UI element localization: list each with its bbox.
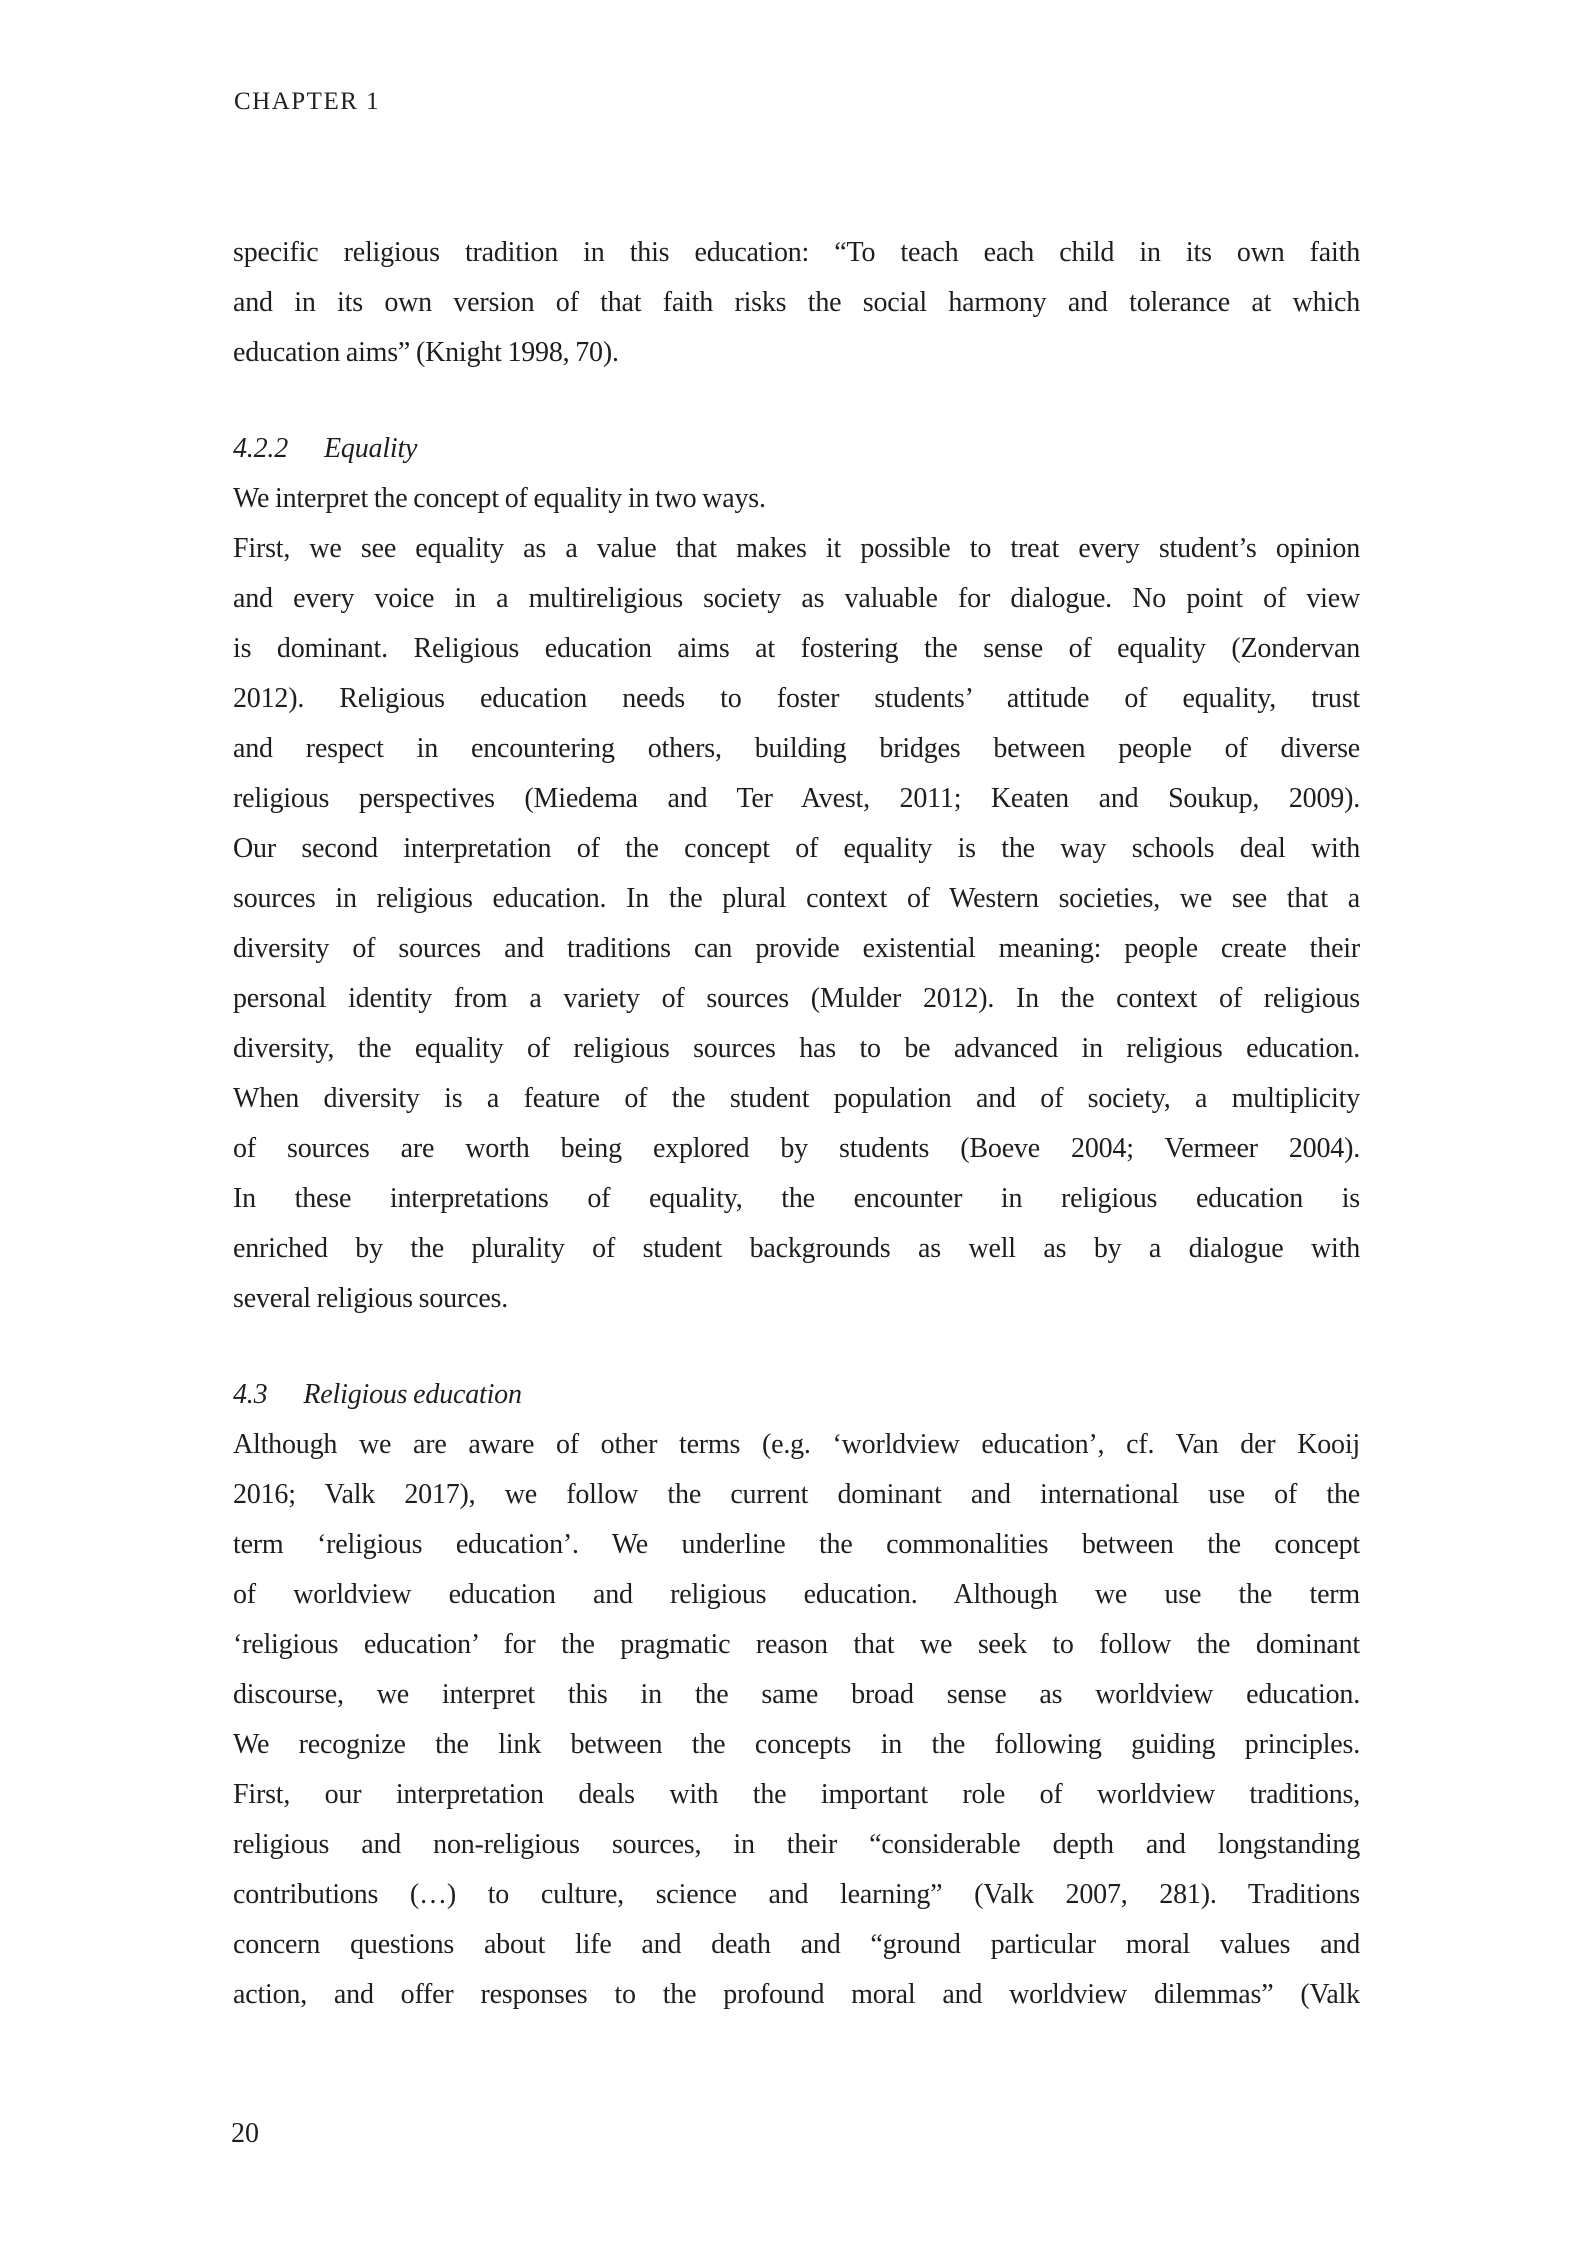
text-line: ‘religious education’ for the pragmatic reason that we seek to follow the dominant <box>233 1629 1360 1660</box>
paragraph <box>233 524 1360 1324</box>
text-line: We recognize the link between the concepts in the following guiding principles. <box>233 1729 1360 1760</box>
text-line: of worldview education and religious education. Although we use the term <box>233 1579 1360 1610</box>
text-line: contributions (…) to culture, science and learning” (Valk 2007, 281). Traditions <box>233 1879 1360 1910</box>
section-title: Equality <box>324 433 418 464</box>
paragraph <box>233 228 1360 378</box>
text-line: Our second interpretation of the concept of equality is the way schools deal with <box>233 833 1360 864</box>
text-line: action, and offer responses to the profound moral and worldview dilemmas” (Valk <box>233 1979 1360 2010</box>
text-line: We interpret the concept of equality in two ways. <box>233 483 766 514</box>
text-line: First, we see equality as a value that makes it possible to treat every student’s opinion <box>233 533 1360 564</box>
section-number: 4.2.2 <box>233 433 289 464</box>
section-number: 4.3 <box>233 1379 268 1410</box>
text-line: sources in religious education. In the plural context of Western societies, we see that a <box>233 883 1360 914</box>
text-line: religious perspectives (Miedema and Ter Avest, 2011; Keaten and Soukup, 2009). <box>233 783 1360 814</box>
text-line: concern questions about life and death and “ground particular moral values and <box>233 1929 1360 1960</box>
text-line: enriched by the plurality of student backgrounds as well as by a dialogue with <box>233 1233 1360 1264</box>
text-line: of sources are worth being explored by students (Boeve 2004; Vermeer 2004). <box>233 1133 1360 1164</box>
text-line: discourse, we interpret this in the same broad sense as worldview education. <box>233 1679 1360 1710</box>
text-line: religious and non-religious sources, in their “considerable depth and longstanding <box>233 1829 1360 1860</box>
page-number: 20 <box>231 2118 259 2149</box>
text-line: diversity, the equality of religious sources has to be advanced in religious education. <box>233 1033 1360 1064</box>
section-heading <box>233 424 1360 474</box>
page-content <box>233 228 1360 2020</box>
section-title: Religious education <box>303 1379 522 1410</box>
text-line: 2016; Valk 2017), we follow the current dominant and international use of the <box>233 1479 1360 1510</box>
text-line: personal identity from a variety of sources (Mulder 2012). In the context of religious <box>233 983 1360 1014</box>
text-line: diversity of sources and traditions can provide existential meaning: people create their <box>233 933 1360 964</box>
text-line: 2012). Religious education needs to foster students’ attitude of equality, trust <box>233 683 1360 714</box>
paragraph <box>233 1420 1360 2020</box>
text-line: education aims” (Knight 1998, 70). <box>233 337 619 368</box>
text-line: several religious sources. <box>233 1283 509 1314</box>
text-line: and in its own version of that faith risks the social harmony and tolerance at which <box>233 287 1360 318</box>
text-line: In these interpretations of equality, the encounter in religious education is <box>233 1183 1360 1214</box>
text-line: specific religious tradition in this education: “To teach each child in its own faith <box>233 237 1360 268</box>
paragraph <box>233 474 1360 524</box>
text-line: Although we are aware of other terms (e.g. ‘worldview education’, cf. Van der Kooij <box>233 1429 1360 1460</box>
text-line: When diversity is a feature of the student population and of society, a multiplicity <box>233 1083 1360 1114</box>
text-line: and respect in encountering others, building bridges between people of diverse <box>233 733 1360 764</box>
text-line: term ‘religious education’. We underline the commonalities between the concept <box>233 1529 1360 1560</box>
section-heading <box>233 1370 1360 1420</box>
text-line: First, our interpretation deals with the important role of worldview traditions, <box>233 1779 1360 1810</box>
text-line: is dominant. Religious education aims at fostering the sense of equality (Zondervan <box>233 633 1360 664</box>
text-line: and every voice in a multireligious society as valuable for dialogue. No point of view <box>233 583 1360 614</box>
running-header: CHAPTER 1 <box>234 88 381 115</box>
